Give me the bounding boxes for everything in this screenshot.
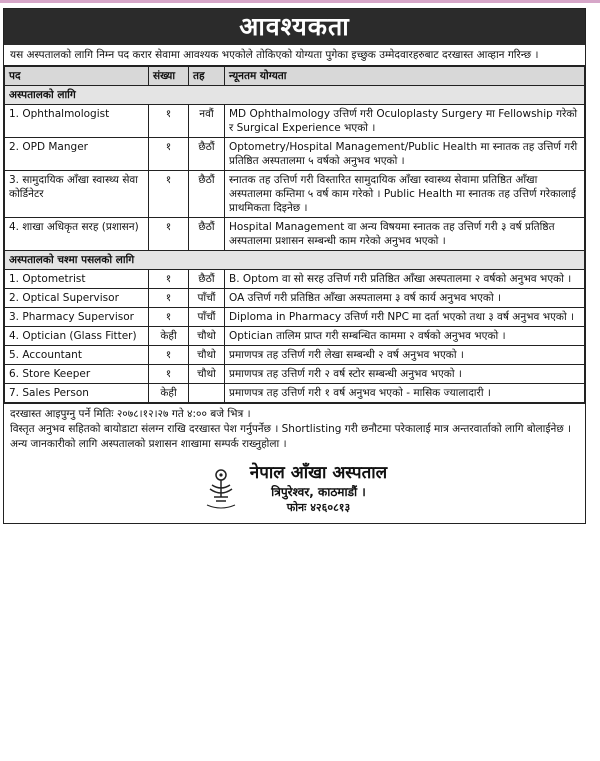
count-cell: १ (149, 105, 189, 138)
organization-phone: फोनः ४२६०८१३ (286, 501, 351, 514)
post-cell: 2. OPD Manger (5, 138, 149, 171)
count-cell: १ (149, 218, 189, 251)
notice-footer (4, 403, 585, 456)
table-row (5, 327, 585, 346)
organization-info (250, 462, 387, 515)
level-cell: चौथो (189, 365, 225, 384)
count-cell: केही (149, 384, 189, 403)
vacancy-notice (3, 8, 586, 524)
header-qualification: न्यूनतम योग्यता (225, 67, 585, 86)
post-cell: 3. सामुदायिक आँखा स्वास्थ्य सेवा कोर्डिनेटर (5, 171, 149, 218)
post-cell: 5. Accountant (5, 346, 149, 365)
deadline-text: दरखास्त आइपुग्नु पर्ने मितिः २०७८।१२।२७ गते ४:०० बजे भित्र । (10, 408, 251, 420)
level-cell: छैठौं (189, 171, 225, 218)
count-cell: १ (149, 270, 189, 289)
notice-title: आवश्यकता (4, 9, 585, 45)
post-cell: 6. Store Keeper (5, 365, 149, 384)
count-cell: १ (149, 289, 189, 308)
header-level: तह (189, 67, 225, 86)
header-post: पद (5, 67, 149, 86)
table-row (5, 105, 585, 138)
header-count: संख्या (149, 67, 189, 86)
table-row (5, 171, 585, 218)
level-cell: छैठौं (189, 138, 225, 171)
post-cell: 2. Optical Supervisor (5, 289, 149, 308)
post-cell: 1. Ophthalmologist (5, 105, 149, 138)
table-row (5, 289, 585, 308)
post-cell: 4. Optician (Glass Fitter) (5, 327, 149, 346)
organization-name: नेपाल आँखा अस्पताल (249, 463, 388, 483)
level-cell (189, 384, 225, 403)
level-cell: छैठौं (189, 218, 225, 251)
section-heading-hospital: अस्पतालको लागि (5, 86, 585, 105)
count-cell: १ (149, 138, 189, 171)
post-cell: 7. Sales Person (5, 384, 149, 403)
table-row (5, 308, 585, 327)
count-cell: १ (149, 171, 189, 218)
qualification-cell: MD Ophthalmology उत्तिर्ण गरी Oculoplasty Surgery मा Fellowship गरेको र Surgical Experience भएको । (225, 105, 585, 138)
level-cell: चौथो (189, 346, 225, 365)
count-cell: केही (149, 327, 189, 346)
count-cell: १ (149, 346, 189, 365)
post-cell: 4. शाखा अधिकृत सरह (प्रशासन) (5, 218, 149, 251)
qualification-cell: Diploma in Pharmacy उत्तिर्ण गरी NPC मा दर्ता भएको तथा ३ वर्ष अनुभव भएको । (225, 308, 585, 327)
table-row (5, 365, 585, 384)
level-cell: पाँचौं (189, 308, 225, 327)
post-cell: 1. Optometrist (5, 270, 149, 289)
qualification-cell: प्रमाणपत्र तह उत्तिर्ण गरी १ वर्ष अनुभव भएको - मासिक ज्यालादारी । (225, 384, 585, 403)
qualification-cell: Optometry/Hospital Management/Public Health मा स्नातक तह उत्तिर्ण गरी प्रतिष्ठित अस्पतालमा ५ वर्षको अनुभव भएको । (225, 138, 585, 171)
table-row (5, 218, 585, 251)
level-cell: चौथो (189, 327, 225, 346)
qualification-cell: स्नातक तह उत्तिर्ण गरी विस्तारित सामुदायिक आँखा स्वास्थ्य सेवामा प्रतिष्ठित आँखा अस्पतालमा कम्तिमा ५ वर्ष काम गरेको । Public Health मा स्नातक तह उत्तिर्ण गरेकालाई प्राथमिकता दिइनेछ । (225, 171, 585, 218)
section-heading-optical-shop: अस्पतालको चश्मा पसलको लागि (5, 251, 585, 270)
instructions-text: विस्तृत अनुभव सहितको बायोडाटा संलग्न राखि दरखास्त पेश गर्नुपर्नेछ । Shortlisting गरी छनौटमा परेकालाई मात्र अन्तरवार्ताको लागि बोलाईनेछ । अन्य जानकारीको लागि अस्पतालको प्रशासन शाखामा सम्पर्क राख्नुहोला । (10, 423, 572, 450)
post-cell: 3. Pharmacy Supervisor (5, 308, 149, 327)
qualification-cell: प्रमाणपत्र तह उत्तिर्ण गरी लेखा सम्बन्धी २ वर्ष अनुभव भएको । (225, 346, 585, 365)
qualification-cell: Optician तालिम प्राप्त गरी सम्बन्धित काममा २ वर्षको अनुभव भएको । (225, 327, 585, 346)
signature-block (4, 456, 585, 523)
hospital-emblem-icon (202, 467, 240, 511)
intro-text: यस अस्पतालको लागि निम्न पद करार सेवामा आवश्यक भएकोले तोकिएको योग्यता पुगेका इच्छुक उम्मेदवारहरुबाट दरखास्त आव्हान गरिन्छ । (4, 45, 585, 66)
qualification-cell: B. Optom वा सो सरह उत्तिर्ण गरी प्रतिष्ठित आँखा अस्पतालमा २ वर्षको अनुभव भएको । (225, 270, 585, 289)
table-header-row (5, 67, 585, 86)
level-cell: छैठौं (189, 270, 225, 289)
table-row (5, 384, 585, 403)
qualification-cell: Hospital Management वा अन्य विषयमा स्नातक तह उत्तिर्ण गरी ३ वर्ष प्रतिष्ठित अस्पतालमा प्रशासन सम्बन्धी काम गरेको अनुभव भएको । (225, 218, 585, 251)
count-cell: १ (149, 308, 189, 327)
vacancy-table (4, 66, 585, 403)
count-cell: १ (149, 365, 189, 384)
level-cell: नवौं (189, 105, 225, 138)
table-row (5, 138, 585, 171)
qualification-cell: OA उत्तिर्ण गरी प्रतिष्ठित आँखा अस्पतालमा ३ वर्ष कार्य अनुभव भएको । (225, 289, 585, 308)
top-accent-line (0, 0, 600, 3)
table-row (5, 346, 585, 365)
level-cell: पाँचौं (189, 289, 225, 308)
table-row (5, 270, 585, 289)
organization-address: त्रिपुरेश्वर, काठमाडौं । (271, 485, 366, 499)
qualification-cell: प्रमाणपत्र तह उत्तिर्ण गरी २ वर्ष स्टोर सम्बन्धी अनुभव भएको । (225, 365, 585, 384)
